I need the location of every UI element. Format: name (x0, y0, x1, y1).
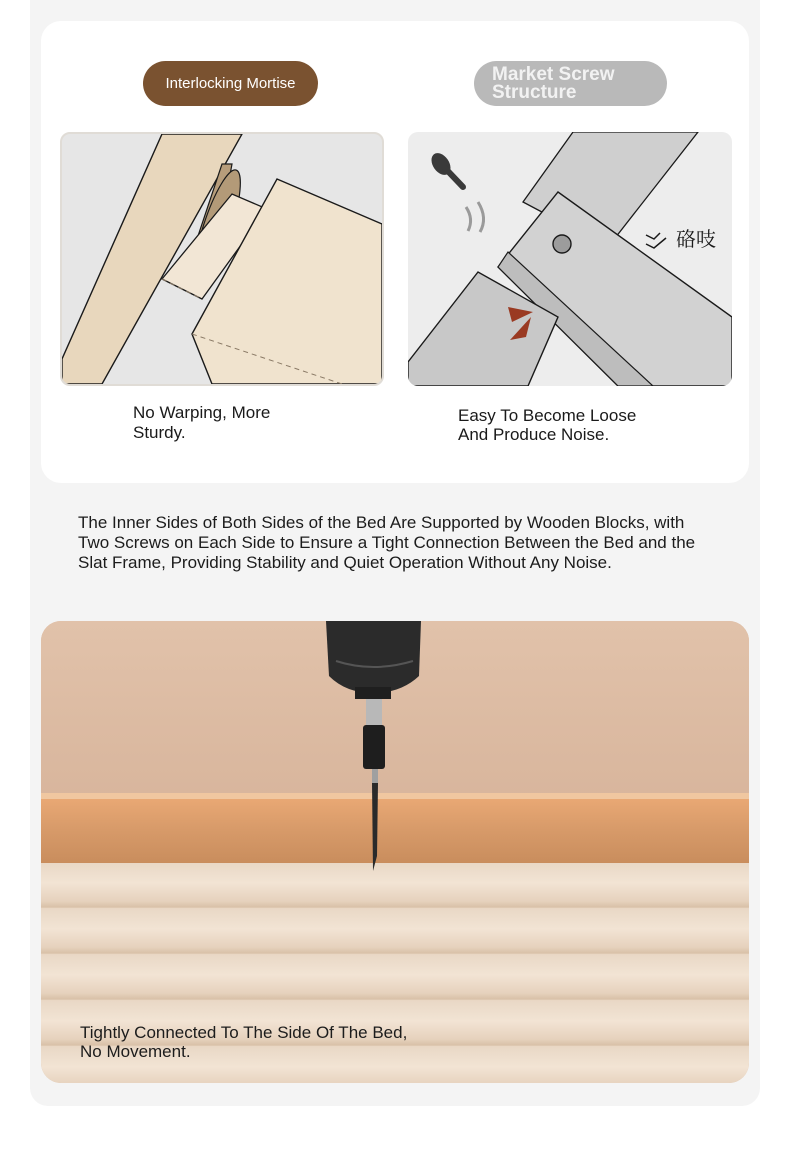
drill-photo (41, 621, 749, 1083)
support-description: The Inner Sides of Both Sides of the Bed Are Supported by Wooden Blocks, with Two Screws on Each Side to Ensure a Tight Connection Between the Bed and the Slat Frame, Providing Stability and Quiet Operation Without Any Noise. (78, 513, 696, 572)
mortise-caption: No Warping, More Sturdy. (133, 403, 271, 442)
interlocking-mortise-label: Interlocking Mortise (143, 61, 318, 106)
screw-caption: Easy To Become Loose And Produce Noise. (458, 406, 637, 444)
screw-icon (428, 150, 463, 187)
screw-structure-illustration (408, 132, 732, 386)
photo-caption: Tightly Connected To The Side Of The Bed, No Movement. (80, 1023, 408, 1061)
noise-icon (646, 233, 666, 248)
mortise-joint-illustration (60, 132, 384, 386)
market-screw-label: Market Screw Structure (474, 61, 667, 106)
drill-icon (326, 621, 421, 871)
noise-text: 硌吱 (676, 227, 716, 251)
